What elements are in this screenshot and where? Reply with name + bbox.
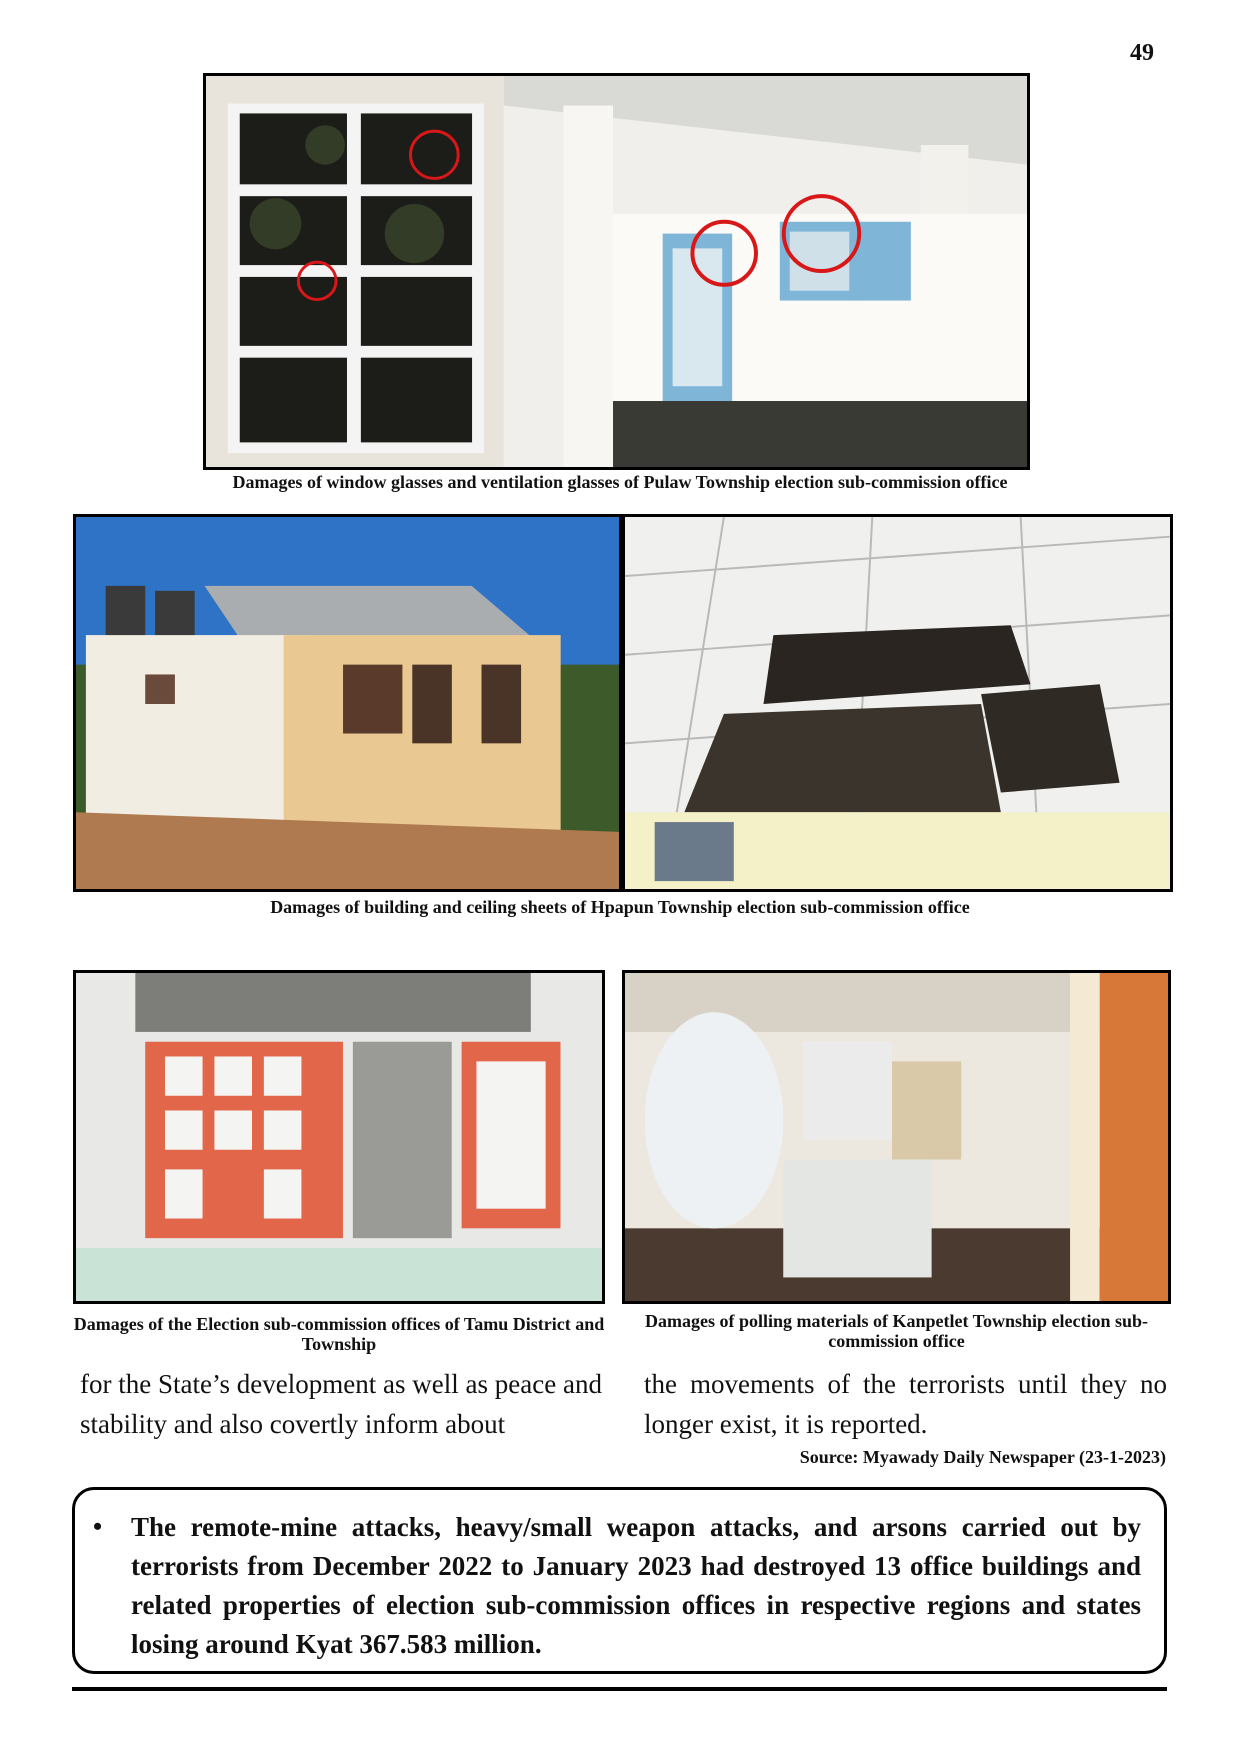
- summary-callout-box: [72, 1487, 1167, 1674]
- source-citation: Source: Myawady Daily Newspaper (23-1-2023): [799, 1447, 1166, 1467]
- bullet-icon: •: [93, 1512, 103, 1541]
- figure-hpapun-caption: Damages of building and ceiling sheets of Hpapun Township election sub-commission office: [270, 897, 970, 917]
- figure-pulaw-caption: Damages of window glasses and ventilation glasses of Pulaw Township election sub-commission office: [232, 472, 1008, 492]
- pulaw-photo-illustration: [206, 76, 1027, 467]
- hpapun-ceiling-illustration: [625, 517, 1170, 889]
- figure-hpapun-building-photo: [73, 514, 622, 892]
- hpapun-building-illustration: [76, 517, 619, 889]
- kanpetlet-illustration: [625, 973, 1168, 1301]
- figure-tamu-photo: [73, 970, 605, 1304]
- figure-hpapun-ceiling-photo: [622, 514, 1173, 892]
- bottom-rule: [72, 1687, 1167, 1691]
- figure-pulaw-photos: [203, 73, 1030, 470]
- body-right-column: the movements of the terrorists until they no longer exist, it is reported.: [644, 1369, 1167, 1439]
- summary-callout-text: The remote-mine attacks, heavy/small weapon attacks, and arsons carried out by terrorists from December 2022 to January 2023 had destroyed 13 office buildings and related properties of election sub-commission offices in respective regions and states losing around Kyat 367.583 million.: [131, 1512, 1141, 1659]
- figure-tamu-caption: Damages of the Election sub-commission offices of Tamu District and Township: [73, 1314, 605, 1354]
- figure-kanpetlet-caption: Damages of polling materials of Kanpetlet Township election sub-commission office: [644, 1311, 1149, 1351]
- page-number: 49: [1130, 40, 1154, 66]
- figure-kanpetlet-photo: [622, 970, 1171, 1304]
- tamu-illustration: [76, 973, 602, 1301]
- body-left-column: for the State’s development as well as peace and stability and also covertly inform about: [80, 1369, 602, 1439]
